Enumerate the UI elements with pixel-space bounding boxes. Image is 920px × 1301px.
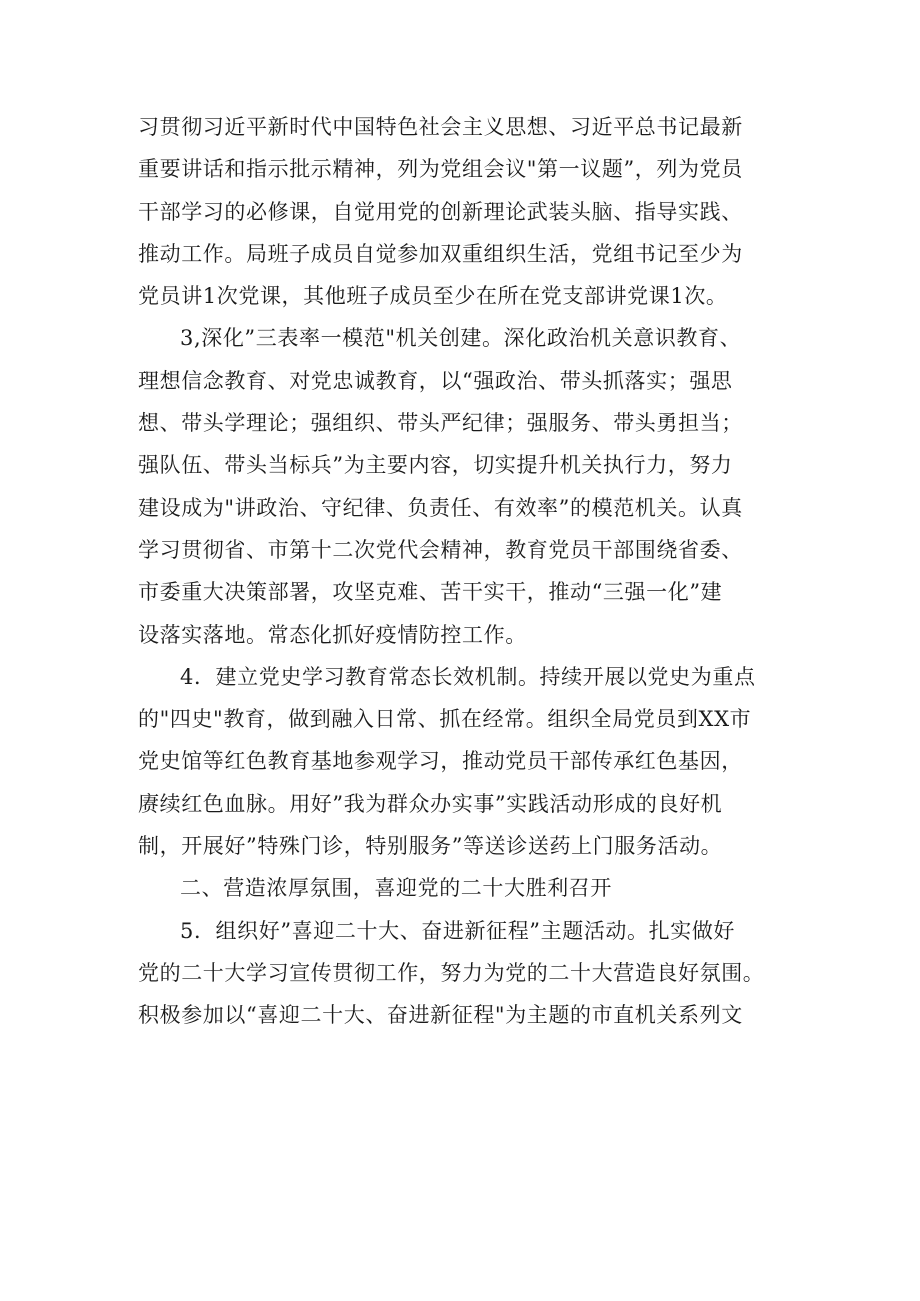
text-line: 积极参加以“喜迎二十大、奋进新征程"为主题的市直机关系列文: [138, 1003, 743, 1028]
text-line: 建设成为"讲政治、守纪律、负责任、有效率”的模范机关。认真: [138, 495, 743, 520]
section-heading-2: 二、营造浓厚氛围，喜迎党的二十大胜利召开: [180, 876, 612, 901]
paragraph-heading-5: 5．组织好”喜迎二十大、奋进新征程”主题活动。扎实做好: [180, 918, 736, 943]
text-line: 习贯彻习近平新时代中国特色社会主义思想、习近平总书记最新: [138, 115, 743, 139]
text-line: 党的二十大学习宣传贯彻工作，努力为党的二十大营造良好氛围。: [138, 960, 765, 985]
text-line: 理想信念教育、对党忠诚教育，以“强政治、带头抓落实；强思: [138, 368, 733, 393]
text-line: 推动工作。局班子成员自觉参加双重组织生活，党组书记至少为: [138, 241, 743, 266]
text-line: 强队伍、带头当标兵”为主要内容，切实提升机关执行力，努力: [138, 453, 733, 478]
text-line: 设落实落地。常态化抓好疫情防控工作。: [138, 622, 527, 647]
text-line: 的"四史"教育，做到融入日常、抓在经常。组织全局党员到XX市: [138, 707, 752, 732]
paragraph-heading-3: 3,深化”三表率一模范"机关创建。深化政治机关意识教育、: [180, 326, 742, 351]
text-line: 制，开展好”特殊门诊，特别服务”等送诊送药上门服务活动。: [138, 834, 723, 859]
document-body: [138, 106, 798, 1037]
text-line: 重要讲话和指示批示精神，列为党组会议"第一议题”，列为党员: [138, 157, 743, 182]
text-line: 干部学习的必修课，自觉用党的创新理论武装头脑、指导实践、: [138, 199, 743, 224]
paragraph-heading-4: 4．建立党史学习教育常态长效机制。持续开展以党史为重点: [180, 664, 756, 689]
text-line: 党史馆等红色教育基地参观学习，推动党员干部传承红色基因，: [138, 749, 743, 774]
text-line: 学习贯彻省、市第十二次党代会精神，教育党员干部围绕省委、: [138, 537, 743, 562]
text-line: 党员讲1次党课，其他班子成员至少在所在党支部讲党课1次。: [138, 284, 728, 309]
text-line: 赓续红色血脉。用好”我为群众办实事”实践活动形成的良好机: [138, 791, 723, 816]
text-line: 市委重大决策部署，攻坚克难、苦干实干，推动“三强一化”建: [138, 580, 723, 605]
text-line: 想、带头学理论；强组织、带头严纪律；强服务、带头勇担当；: [138, 411, 743, 436]
